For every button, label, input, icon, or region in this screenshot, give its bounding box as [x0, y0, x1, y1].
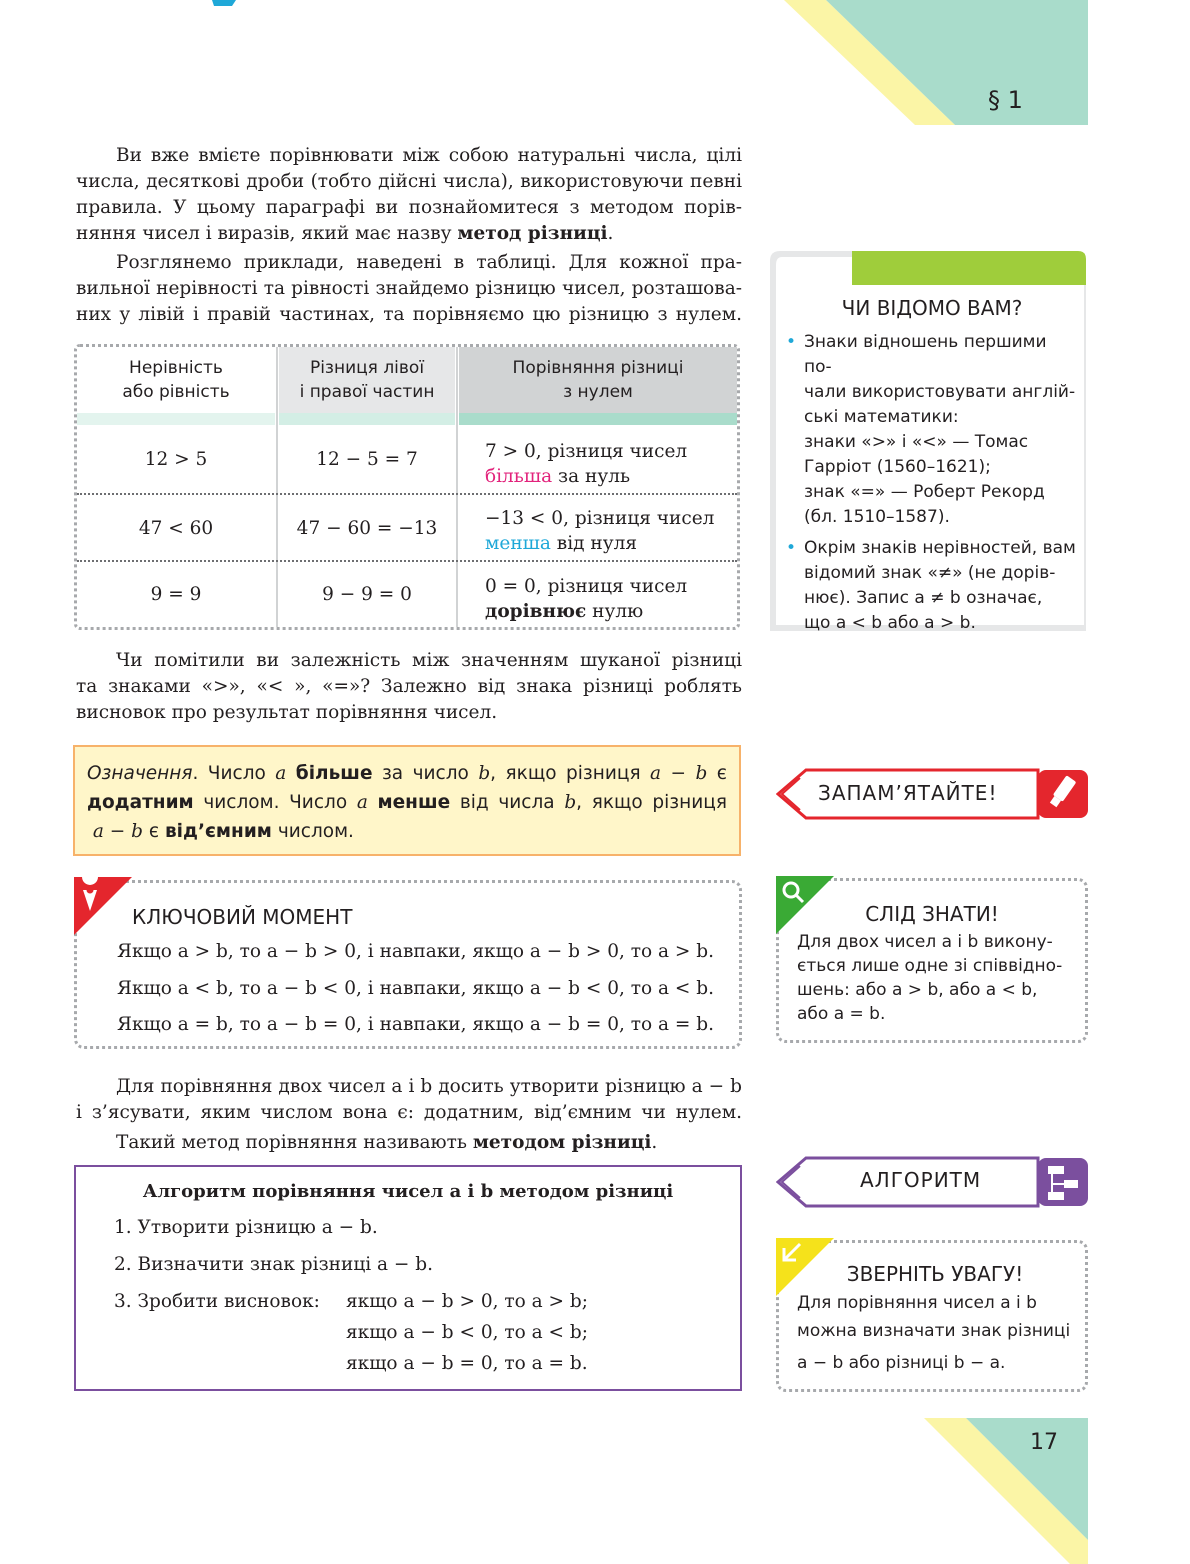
var-b: b — [564, 792, 577, 813]
table-cell: 12 − 5 = 7 — [316, 448, 418, 470]
text-line: Знаки відношень першими по- — [804, 332, 1047, 377]
text-line: Розглянемо приклади, наведені в таблиці. Для кожної пра- — [116, 252, 742, 273]
cell-text: 7 > 0, різниця чисел — [485, 441, 688, 462]
comparison-table — [74, 344, 740, 630]
attention-text — [797, 1289, 1081, 1377]
text-fragment: є — [143, 821, 165, 842]
text-line: або a = b. — [797, 1004, 886, 1024]
text-line: Гарріот (1560–1621); — [804, 457, 991, 477]
intro-paragraph-1 — [76, 143, 742, 247]
definition-line — [87, 817, 727, 846]
text-fragment: , якщо різниця — [576, 792, 727, 813]
bullet-icon: • — [786, 332, 797, 352]
text-line — [76, 1130, 742, 1156]
text-line: Для двох чисел a і b викону- — [797, 932, 1053, 952]
table-header-3 — [459, 347, 737, 413]
text-line: ські математики: — [804, 407, 959, 427]
table-cell: 9 − 9 = 0 — [322, 584, 412, 605]
table-cell: 47 < 60 — [138, 517, 214, 539]
bold-term: додатним — [87, 792, 194, 813]
text-line: вильної нерівності та рівності знайдемо різницю чисел, розташова- — [76, 278, 742, 299]
text-line: що a < b або a > b. — [804, 613, 976, 633]
paragraph-number: § 1 — [988, 86, 1023, 114]
text-line: числа, десяткові дроби (тобто дійсні числа), використовуючи певні — [76, 171, 742, 192]
table-cell — [485, 439, 735, 489]
definition-box — [73, 745, 741, 856]
key-moment-line: Якщо a = b, то a − b = 0, і навпаки, якщо a − b = 0, то a = b. — [117, 1014, 715, 1035]
method-paragraph — [76, 1074, 742, 1152]
did-you-know-list — [786, 330, 1078, 636]
text-line: висновок про результат порівняння чисел. — [76, 702, 498, 723]
bold-term: більше — [295, 763, 373, 784]
key-moment-title: КЛЮЧОВИЙ МОМЕНТ — [132, 905, 353, 929]
text-line: знак «=» — Роберт Рекорд — [804, 482, 1045, 502]
text-line: ється лише одне зі співвідно- — [797, 956, 1063, 976]
text-line: шень: або a > b, або a < b, — [797, 980, 1038, 1000]
text-fragment: . — [607, 223, 614, 244]
text-line: Для порівняння двох чисел a і b досить утворити різницю a − b — [116, 1076, 742, 1097]
text-line: a − b або різниці b − a. — [797, 1353, 1006, 1373]
header-text: з нулем — [563, 382, 633, 402]
header-text: і правої частин — [299, 382, 435, 402]
flowchart-icon — [1040, 1160, 1084, 1204]
text-line: відомий знак «≠» (не дорів- — [804, 563, 1056, 583]
text-fragment: . Число — [192, 763, 276, 784]
column-divider — [456, 347, 458, 627]
list-item — [786, 536, 1078, 636]
text-line: правила. У цьому параграфі ви познайомитеся з методом порів- — [76, 197, 742, 218]
after-table-paragraph — [76, 648, 742, 726]
text-line: знаки «>» і «<» — Томас — [804, 432, 1029, 452]
text-line: Ви вже вмієте порівнювати між собою натуральні числа, цілі — [116, 145, 742, 166]
intro-paragraph-2 — [76, 250, 742, 328]
algorithm-step: 1. Утворити різницю a − b. — [114, 1217, 378, 1238]
table-header-2 — [279, 347, 455, 413]
text-line: них у лівій і правій частинах, та порівняємо цю різницю з нулем. — [76, 304, 742, 325]
algorithm-case: якщо a − b < 0, то a < b; — [346, 1322, 588, 1343]
algorithm-case: якщо a − b > 0, то a > b; — [346, 1291, 588, 1312]
algorithm-step: 2. Визначити знак різниці a − b. — [114, 1254, 434, 1275]
key-moment-line: Якщо a < b, то a − b < 0, і навпаки, якщо a − b < 0, то a < b. — [117, 978, 715, 999]
text-fragment: є — [707, 763, 727, 784]
header-text: Порівняння різниці — [512, 358, 684, 378]
text-line — [76, 221, 742, 247]
method-term: метод різниці — [457, 223, 608, 244]
should-know-title: СЛІД ЗНАТИ! — [865, 902, 999, 926]
text-line: Чи помітили ви залежність між значенням шуканої різниці — [116, 650, 742, 671]
cell-text: за нуль — [552, 466, 631, 487]
algorithm-tag-label: АЛГОРИТМ — [860, 1168, 982, 1192]
header-stripe — [459, 413, 737, 425]
cell-text: 0 = 0, різниця чисел — [485, 576, 688, 597]
definition-line — [87, 788, 727, 817]
list-item — [786, 330, 1078, 530]
cell-text: нулю — [586, 601, 644, 622]
cell-text: від нуля — [550, 533, 638, 554]
column-divider — [276, 347, 278, 627]
location-pin-icon — [74, 877, 134, 937]
text-line: і з’ясувати, яким числом вона є: додатним, від’ємним чи нулем. — [76, 1102, 742, 1123]
header-text: або рівність — [122, 382, 230, 402]
table-cell: 12 > 5 — [144, 448, 208, 470]
highlight-word: більша — [485, 466, 553, 487]
page-number: 17 — [1030, 1430, 1058, 1455]
cell-text: −13 < 0, різниця чисел — [485, 508, 715, 529]
expr-a-minus-b: a − b — [92, 821, 144, 842]
header-text: Різниця лівої — [309, 358, 425, 378]
algorithm-title: Алгоритм порівняння чисел a і b методом різниці — [142, 1181, 674, 1202]
text-line: та знаками «>», «< », «=»? Залежно від знака різниці роблять — [76, 676, 742, 697]
text-fragment: числом. — [271, 821, 354, 842]
text-line: Окрім знаків нерівностей, вам — [804, 538, 1076, 558]
algorithm-case: якщо a − b = 0, то a = b. — [346, 1353, 588, 1374]
usb-drive-icon — [1040, 772, 1084, 816]
text-fragment: числом. Число — [193, 792, 357, 813]
definition-line — [87, 759, 727, 788]
table-cell: 47 − 60 = −13 — [296, 517, 438, 539]
header-text: Нерівність — [129, 358, 223, 378]
did-you-know-title: ЧИ ВІДОМО ВАМ? — [841, 296, 1023, 320]
cell-text — [485, 531, 735, 556]
text-line: (бл. 1510–1587). — [804, 507, 950, 527]
text-fragment: від числа — [450, 792, 565, 813]
text-line: нює). Запис a ≠ b означає, — [804, 588, 1043, 608]
text-line: Для порівняння чисел a і b — [797, 1293, 1037, 1313]
var-a: a — [356, 792, 368, 813]
key-moment-line: Якщо a > b, то a − b > 0, і навпаки, якщо a − b > 0, то a > b. — [117, 941, 715, 962]
should-know-text — [797, 930, 1081, 1026]
text-fragment: за число — [372, 763, 479, 784]
text-fragment: . — [651, 1132, 658, 1153]
remember-label: ЗАПАМ’ЯТАЙТЕ! — [818, 781, 998, 805]
cell-text — [485, 464, 735, 489]
bottom-decoration — [0, 1418, 1190, 1564]
definition-label: Означення — [87, 763, 193, 784]
var-a: a — [275, 763, 287, 784]
text-fragment: Такий метод порівняння називають — [116, 1132, 473, 1153]
bold-term: від’ємним — [164, 821, 272, 842]
algorithm-step: 3. Зробити висновок: — [114, 1291, 320, 1312]
header-stripe — [279, 413, 455, 425]
table-header-1 — [77, 347, 275, 413]
expr-a-minus-b: a − b — [650, 763, 708, 784]
highlight-word: менша — [485, 533, 551, 554]
table-cell: 9 = 9 — [150, 584, 202, 605]
bullet-icon: • — [786, 538, 797, 558]
key-moment-box — [74, 880, 742, 1049]
text-fragment: , якщо різниця — [490, 763, 651, 784]
attention-title: ЗВЕРНІТЬ УВАГУ! — [846, 1262, 1024, 1286]
cell-text — [485, 599, 735, 624]
header-stripe — [77, 413, 275, 425]
text-fragment: няння чисел і виразів, який має назву — [76, 223, 458, 244]
table-cell — [485, 574, 735, 624]
method-term: методом різниці — [472, 1132, 652, 1153]
text-line: чали використовувати англій- — [804, 382, 1076, 402]
bold-term: менше — [377, 792, 451, 813]
var-b: b — [478, 763, 491, 784]
algorithm-box — [74, 1165, 742, 1391]
text-line: можна визначати знак різниці — [797, 1321, 1071, 1341]
highlight-word: дорівнює — [485, 601, 587, 622]
table-cell — [485, 506, 735, 556]
